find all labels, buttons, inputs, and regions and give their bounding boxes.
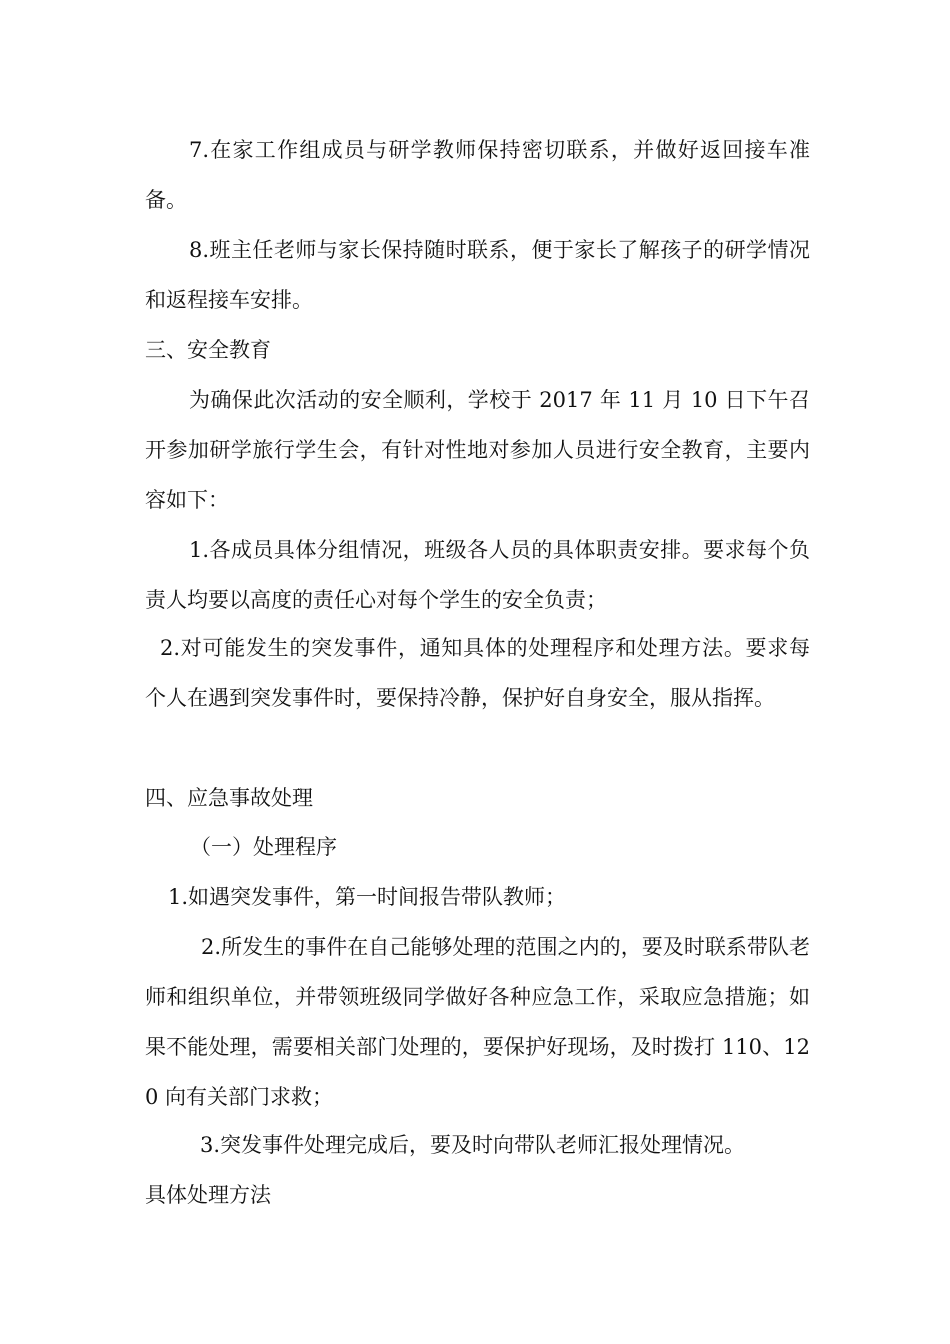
subsection-heading-procedure: （一）处理程序 (190, 835, 337, 859)
paragraph-safety-item-2: 2.对可能发生的突发事件，通知具体的处理程序和处理方法。要求每个人在遇到突发事件时，要保持冷静，保护好自身安全，服从指挥。 (145, 636, 810, 710)
paragraph-safety-intro: 为确保此次活动的安全顺利，学校于 2017 年 11 月 10 日下午召开参加研学旅行学生会，有针对性地对参加人员进行安全教育，主要内容如下： (145, 388, 810, 512)
paragraph-item-8: 8.班主任老师与家长保持随时联系，便于家长了解孩子的研学情况和返程接车安排。 (145, 238, 810, 312)
section-heading-safety-education: 三、安全教育 (145, 338, 271, 362)
procedure-item-2: 2.所发生的事件在自己能够处理的范围之内的，要及时联系带队老师和组织单位，并带领班级同学做好各种应急工作，采取应急措施；如果不能处理，需要相关部门处理的，要保护好现场，及时拨打 110、120 向有关部门求救； (145, 935, 810, 1109)
procedure-item-3: 3.突发事件处理完成后，要及时向带队老师汇报处理情况。 (200, 1133, 746, 1157)
paragraph-item-7: 7.在家工作组成员与研学教师保持密切联系，并做好返回接车准备。 (145, 138, 810, 212)
paragraph-safety-item-1: 1.各成员具体分组情况，班级各人员的具体职责安排。要求每个负责人均要以高度的责任心对每个学生的安全负责； (145, 538, 810, 612)
heading-specific-methods: 具体处理方法 (145, 1183, 271, 1207)
section-heading-emergency: 四、应急事故处理 (145, 786, 313, 810)
procedure-item-1: 1.如遇突发事件，第一时间报告带队教师； (168, 885, 567, 909)
